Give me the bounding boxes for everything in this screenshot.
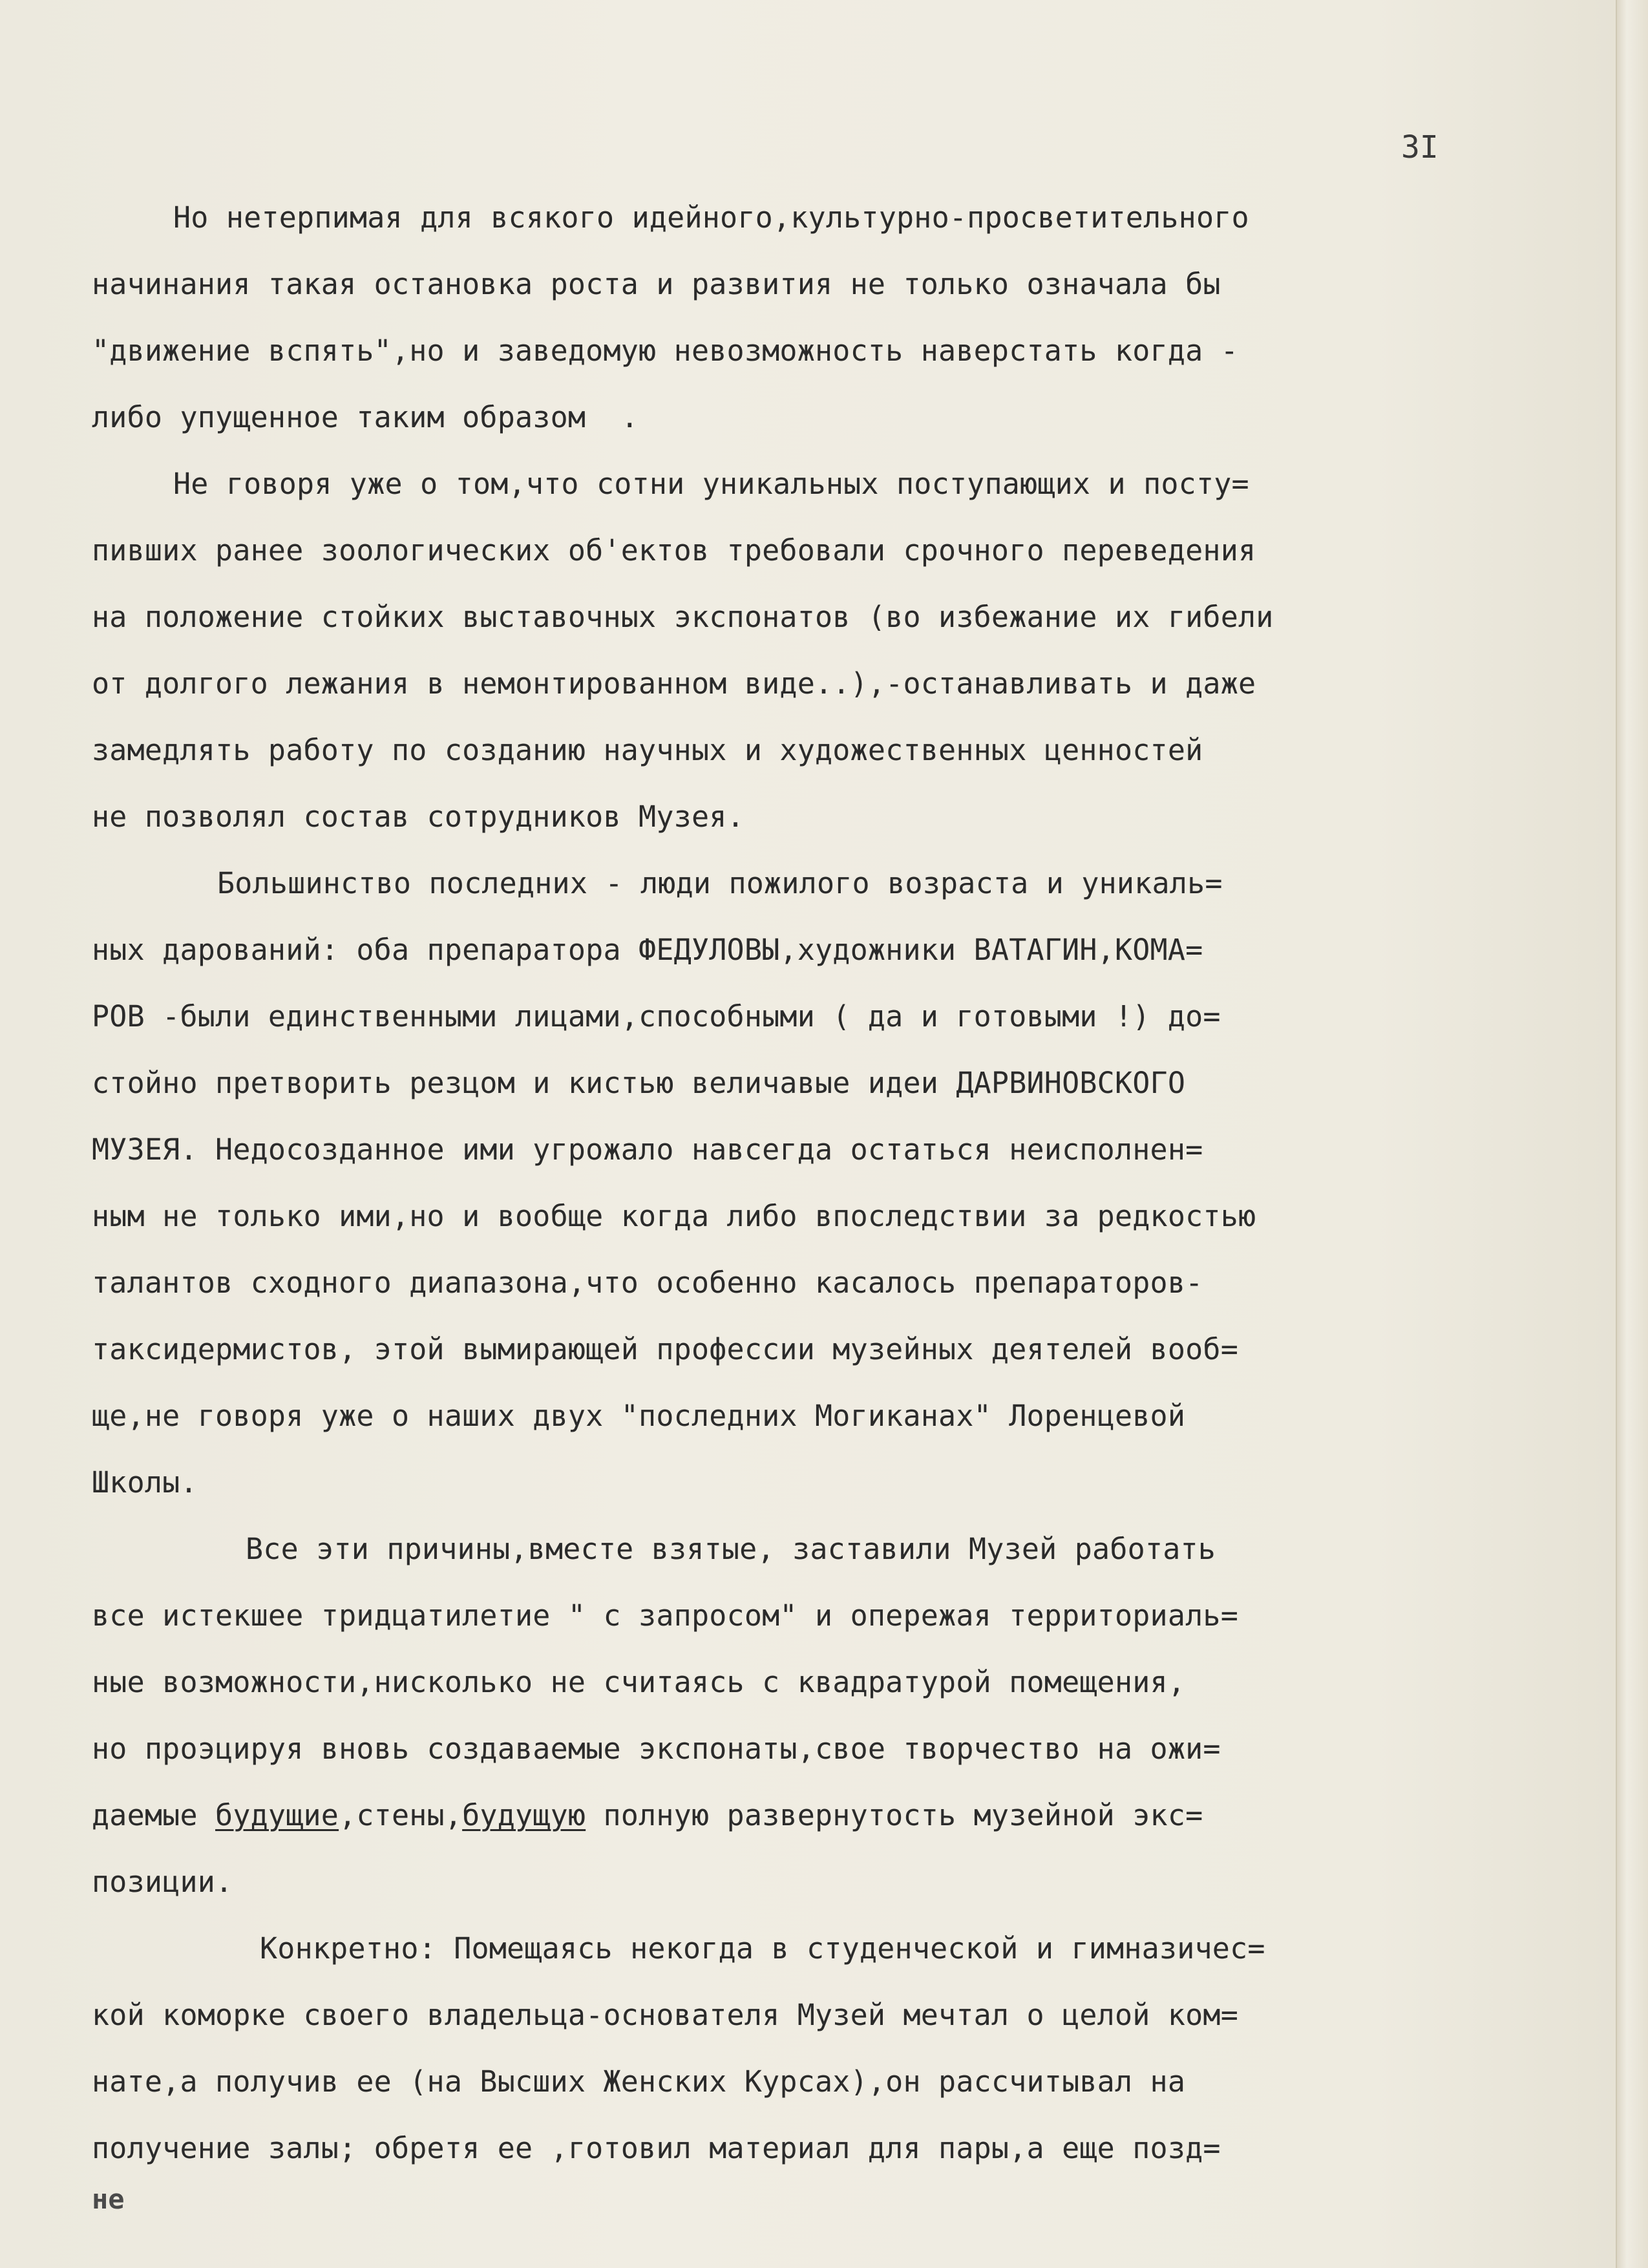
text-line: ных дарований: оба препаратора ФЕДУЛОВЫ,художники ВАТАГИН,КОМА= bbox=[92, 933, 1203, 967]
text-line: нате,а получив ее (на Высших Женских Курсах),он рассчитывал на bbox=[92, 2064, 1186, 2099]
text-line: начинания такая остановка роста и развития не только означала бы bbox=[92, 267, 1221, 301]
text-fragment: даемые bbox=[92, 1798, 216, 1832]
text-line: кой коморке своего владельца-основателя Музей мечтал о целой ком= bbox=[92, 1998, 1238, 2032]
text-line: ные возможности,нисколько не считаясь с квадратурой помещения, bbox=[92, 1665, 1186, 1699]
text-line: все истекшее тридцатилетие " с запросом" и опережая территориаль= bbox=[92, 1598, 1238, 1633]
text-line: "движение вспять",но и заведомую невозможность наверстать когда - bbox=[92, 334, 1238, 368]
page-footer-mark: не bbox=[92, 2183, 125, 2215]
text-line: Но нетерпимая для всякого идейного,культурно-просветительного bbox=[173, 200, 1249, 235]
text-line: ным не только ими,но и вообще когда либо впоследствии за редкостью bbox=[92, 1199, 1256, 1233]
text-line: Не говоря уже о том,что сотни уникальных поступающих и посту= bbox=[173, 467, 1249, 501]
underlined-word: будущие bbox=[215, 1798, 339, 1832]
text-line: замедлять работу по созданию научных и художественных ценностей bbox=[92, 733, 1203, 767]
text-line: Школы. bbox=[92, 1465, 198, 1500]
text-line: стойно претворить резцом и кистью величавые идеи ДАРВИНОВСКОГО bbox=[92, 1066, 1186, 1100]
text-fragment: ,стены, bbox=[339, 1798, 463, 1832]
text-fragment: полную развернутость музейной экс= bbox=[586, 1798, 1203, 1832]
text-line: Все эти причины,вместе взятые, заставили Музей работать bbox=[246, 1532, 1216, 1566]
text-line: но проэцируя вновь создаваемые экспонаты,свое творчество на ожи= bbox=[92, 1732, 1221, 1766]
text-line: пивших ранее зоологических об'ектов требовали срочного переведения bbox=[92, 533, 1256, 567]
text-line: РОВ -были единственными лицами,способными ( да и готовыми !) до= bbox=[92, 999, 1221, 1033]
text-line: от долгого лежания в немонтированном виде..),-останавливать и даже bbox=[92, 666, 1256, 701]
text-line: получение залы; обретя ее ,готовил материал для пары,а еще позд= bbox=[92, 2131, 1221, 2165]
text-line-underlined bbox=[92, 1798, 1203, 1832]
text-line: таксидермистов, этой вымирающей профессии музейных деятелей вооб= bbox=[92, 1332, 1238, 1366]
text-line: на положение стойких выставочных экспонатов (во избежание их гибели bbox=[92, 600, 1274, 634]
text-line: ще,не говоря уже о наших двух "последних Могиканах" Лоренцевой bbox=[92, 1399, 1186, 1433]
text-line: Большинство последних - люди пожилого возраста и уникаль= bbox=[217, 866, 1223, 900]
text-line: МУЗЕЯ. Недосозданное ими угрожало навсегда остаться неисполнен= bbox=[92, 1132, 1203, 1167]
text-line: талантов сходного диапазона,что особенно касалось препараторов- bbox=[92, 1266, 1203, 1300]
page-edge bbox=[1616, 0, 1648, 2268]
text-line: либо упущенное таким образом . bbox=[92, 400, 639, 434]
text-line: Конкретно: Помещаясь некогда в студенческой и гимназичес= bbox=[260, 1931, 1265, 1966]
underlined-word: будущую bbox=[462, 1798, 586, 1832]
text-line: позиции. bbox=[92, 1865, 233, 1899]
text-line: не позволял состав сотрудников Музея. bbox=[92, 800, 745, 834]
page-number: 3I bbox=[1401, 129, 1439, 165]
